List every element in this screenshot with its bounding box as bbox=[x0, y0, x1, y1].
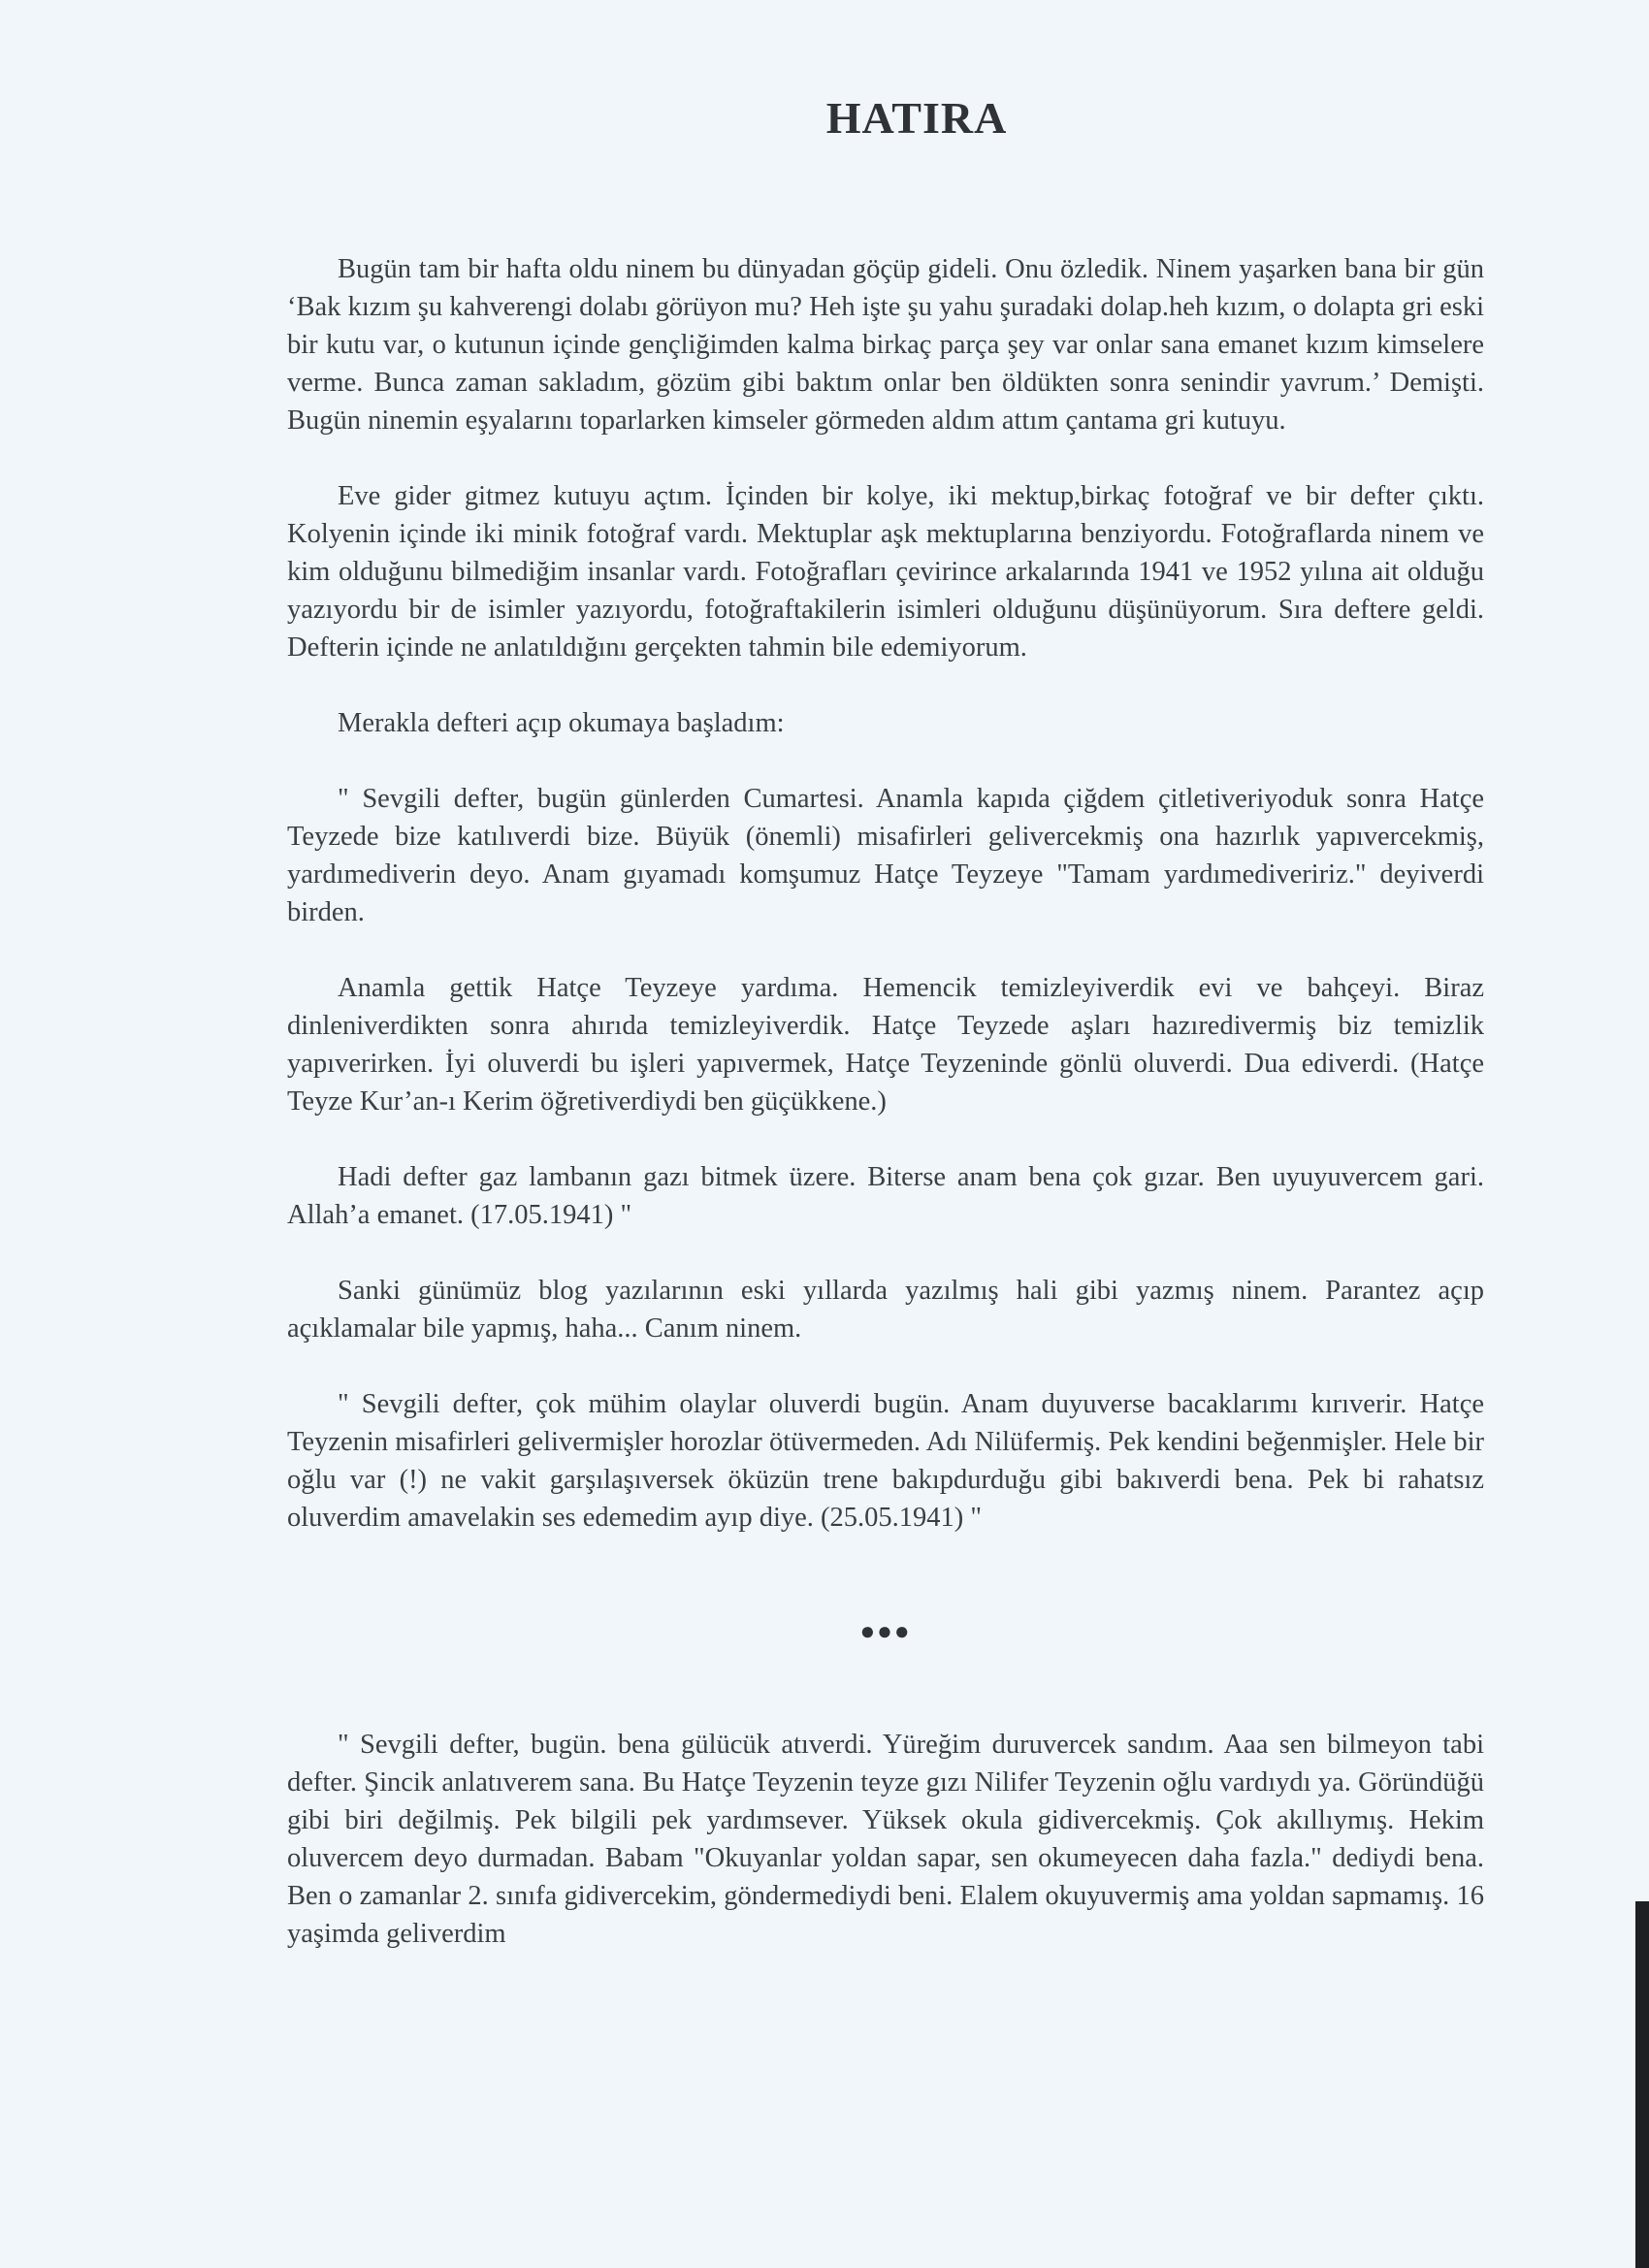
paragraph-7: Sanki günümüz blog yazılarının eski yıllarda yazılmış hali gibi yazmış ninem. Parantez açıp açıklamalar bile yapmış, haha... Canım ninem. bbox=[287, 1276, 1484, 1344]
paragraph-5: Anamla gettik Hatçe Teyzeye yardıma. Hemencik temizleyiverdik evi ve bahçeyi. Biraz dinleniverdikten sonra ahırıda temizleyiverdik. Hatçe Teyzede aşları hazıredivermiş biz temizlik yapıverirken. İyi oluverdi bu işleri yapıvermek, Hatçe Teyzeninde gönlü oluverdi. Dua ediverdi. (Hatçe Teyze Kur’an-ı Kerim öğretiverdiydi ben güçükkene.) bbox=[287, 973, 1484, 1117]
document-title: HATIRA bbox=[825, 93, 1008, 143]
document-body bbox=[287, 250, 1484, 1953]
paragraph-1: Bugün tam bir hafta oldu ninem bu dünyadan göçüp gideli. Onu özledik. Ninem yaşarken bana bir gün ‘Bak kızım şu kahverengi dolabı görüyon mu? Heh işte şu yahu şuradaki dolap.heh kızım, o dolapta gri eski bir kutu var, o kutunun içinde gençliğimden kalma birkaç parça şey var onlar sana emanet kızım kimselere verme. Bunca zaman sakladım, gözüm gibi baktım onlar ben öldükten sonra senindir yavrum.’ Demişti. Bugün ninemin eşyalarını toparlarken kimseler görmeden aldım attım çantama gri kutuyu. bbox=[287, 254, 1484, 436]
paragraph-6: Hadi defter gaz lambanın gazı bitmek üzere. Biterse anam bena çok gızar. Ben uyuyuvercem gari. Allah’a emanet. (17.05.1941) " bbox=[287, 1162, 1484, 1230]
paragraph-9: " Sevgili defter, bugün. bena gülücük atıverdi. Yüreğim duruvercek sandım. Aaa sen bilmeyon tabi defter. Şincik anlatıverem sana. Bu Hatçe Teyzenin teyze gızı Nilifer Teyzenin oğlu vardıydı ya. Göründüğü gibi biri değilmiş. Pek bilgili pek yardımsever. Yüksek okula gidivercekmiş. Çok akıllıymış. Hekim oluvercem deyo durmadan. Babam "Okuyanlar yoldan sapar, sen okumeyecen daha fazla." dediydi bena. Ben o zamanlar 2. sınıfa gidivercekim, göndermediydi beni. Elalem okuyuvermiş ama yoldan sapmamış. 16 yaşimda geliverdim bbox=[287, 1730, 1484, 1949]
paragraph-8: " Sevgili defter, çok mühim olaylar oluverdi bugün. Anam duyuverse bacaklarımı kırıverir. Hatçe Teyzenin misafirleri gelivermişler horozlar ötüvermeden. Adı Nilüfermiş. Pek kendini beğenmişler. Hele bir oğlu var (!) ne vakit garşılaşıversek öküzün trene bakıpdurduğu gibi bakıverdi bena. Pek bi rahatsız oluverdim amavelakin ses edemedim ayıp diye. (25.05.1941) " bbox=[287, 1389, 1484, 1533]
paragraph-3: Merakla defteri açıp okumaya başladım: bbox=[338, 708, 785, 738]
paragraph-4: " Sevgili defter, bugün günlerden Cumartesi. Anamla kapıda çiğdem çitletiveriyoduk sonra Hatçe Teyzede bize katılıverdi bize. Büyük (önemli) misafirleri gelivercekmiş ona hazırlık yapıvercekmiş, yardımediverin deyo. Anam gıyamadı komşumuz Hatçe Teyzeye "Tamam yardımediveririz." deyiverdi birden. bbox=[287, 784, 1484, 927]
section-separator: ●●● bbox=[859, 1617, 912, 1645]
paragraph-2: Eve gider gitmez kutuyu açtım. İçinden bir kolye, iki mektup,birkaç fotoğraf ve bir defter çıktı. Kolyenin içinde iki minik fotoğraf vardı. Mektuplar aşk mektuplarına benziyordu. Fotoğraflarda ninem ve kim olduğunu bilmediğim insanlar vardı. Fotoğrafları çevirince arkalarında 1941 ve 1952 yılına ait olduğu yazıyordu bir de isimler yazıyordu, fotoğraftakilerin isimleri olduğunu düşünüyorum. Sıra deftere geldi. Defterin içinde ne anlatıldığını gerçekten tahmin bile edemiyorum. bbox=[287, 481, 1484, 663]
scan-page-edge bbox=[1635, 1901, 1649, 2268]
